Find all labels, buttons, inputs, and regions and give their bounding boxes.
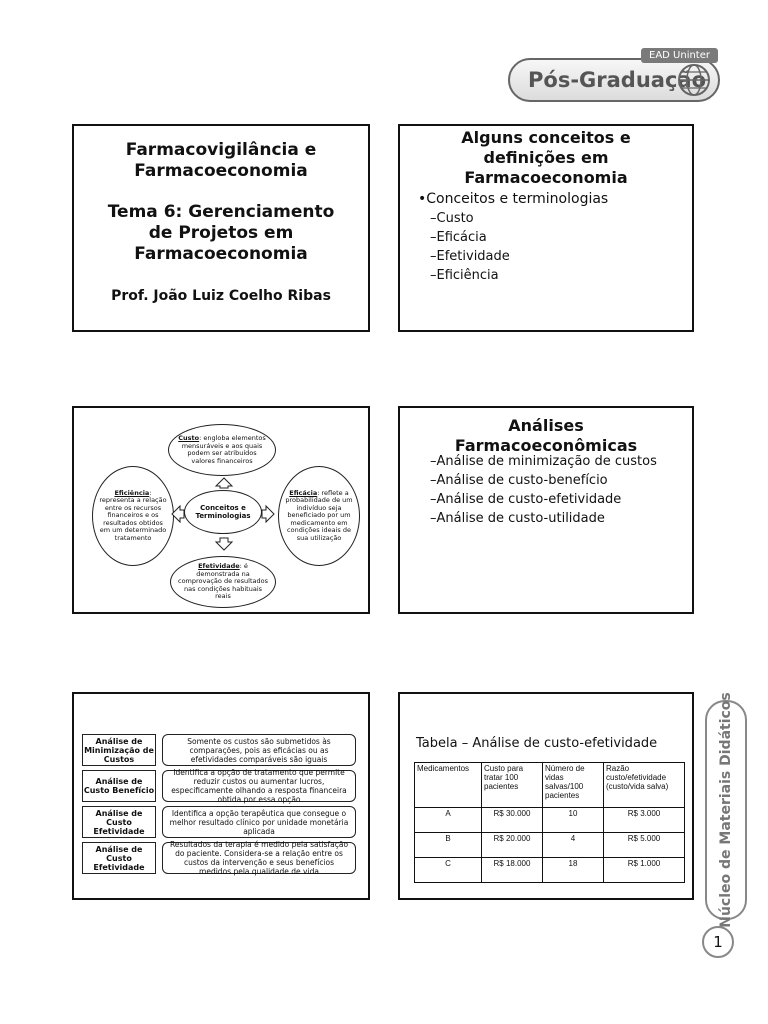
- author: Prof. João Luiz Coelho Ribas: [111, 288, 331, 304]
- analysis-label: Análise de Custo Efetividade: [82, 806, 156, 838]
- theme-line: Tema 6: Gerenciamento: [107, 202, 335, 222]
- table-header: Custo para tratar 100 pacientes: [482, 763, 543, 808]
- list-item: –Análise de custo-utilidade: [430, 511, 605, 526]
- eficiencia-term: Eficiência: [114, 488, 150, 497]
- table-cell: R$ 1.000: [604, 858, 685, 883]
- table-cell: R$ 3.000: [604, 808, 685, 833]
- eficacia-term: Eficácia: [289, 488, 318, 497]
- sidebar-label: Núcleo de Materiais Didáticos: [718, 692, 734, 928]
- table-row: [415, 808, 685, 833]
- badge-pill: [508, 58, 720, 102]
- table-cell: 18: [543, 858, 604, 883]
- list-item: –Custo: [430, 211, 474, 226]
- analysis-label: Análise de Custo Efetividade: [82, 842, 156, 874]
- list-item: –Eficácia: [430, 230, 487, 245]
- table-cell: R$ 20.000: [482, 833, 543, 858]
- analysis-row: [82, 734, 358, 766]
- analysis-desc: Identifica a opção terapêutica que consegue o melhor resultado clínico por unidade monetária aplicada: [162, 806, 356, 838]
- table-cell: R$ 5.000: [604, 833, 685, 858]
- efetividade-text: : é demonstrada na comprovação de resultados nas condições habituais reais: [178, 562, 268, 601]
- efetividade-term: Efetividade: [198, 562, 240, 571]
- list-item: –Análise de minimização de custos: [430, 454, 657, 469]
- eficiencia-text: : representa a relação entre os recursos financeiros e os resultados obtidos em um determinado tratamento: [99, 488, 167, 542]
- analysis-desc: Resultados da terapia é medido pela satisfação do paciente. Considera-se a relação entre os custos da intervenção e seus benefícios medidos pela qualidade de vida: [162, 842, 356, 874]
- list-item: –Efetividade: [430, 249, 510, 264]
- theme-line: de Projetos em: [148, 223, 294, 243]
- theme-line: Farmacoeconomia: [134, 244, 308, 264]
- slide-5: [72, 692, 370, 900]
- arrow-down-icon: [216, 538, 232, 550]
- custo-text: : engloba elementos mensuráveis e aos quais podem ser atribuídos valores financeiros: [181, 434, 266, 465]
- list-item: –Eficiência: [430, 268, 499, 283]
- slide-2: [398, 124, 694, 332]
- table-cell: A: [415, 808, 482, 833]
- table-title: Tabela – Análise de custo-efetividade: [416, 736, 658, 751]
- list-item: –Análise de custo-efetividade: [430, 492, 622, 507]
- list-item: –Análise de custo-benefício: [430, 473, 608, 488]
- table-cell: 4: [543, 833, 604, 858]
- globe-icon: [676, 62, 712, 98]
- eficacia-text: : reflete a probabilidade de um indivíduo seja beneficiado por um medicamento em condições ideais de sua utilização: [285, 488, 353, 542]
- table-header: Medicamentos: [415, 763, 482, 808]
- sidebar-label-box: [705, 692, 747, 928]
- slide-title: Farmacoeconomia: [464, 168, 628, 187]
- table-cell: B: [415, 833, 482, 858]
- table-cell: C: [415, 858, 482, 883]
- page-number: 1: [702, 926, 734, 958]
- header-badge: [508, 44, 736, 108]
- arrows: [74, 408, 368, 612]
- analysis-label: Análise de Custo Benefício: [82, 770, 156, 802]
- analysis-desc: Identifica a opção de tratamento que permite reduzir custos ou aumentar lucros, especificamente olhando a resposta financeira obtida por essa opção: [162, 770, 356, 802]
- title-line: Farmacovigilância e: [125, 140, 317, 160]
- analysis-desc: Somente os custos são submetidos às comparações, pois as eficácias ou as efetividades comparáveis são iguais: [162, 734, 356, 766]
- analysis-row: [82, 842, 358, 874]
- slide-title: definições em: [483, 148, 609, 167]
- title-line: Farmacoeconomia: [134, 161, 308, 181]
- table-cell: 10: [543, 808, 604, 833]
- table-cell: R$ 30.000: [482, 808, 543, 833]
- slide-3: [72, 406, 370, 614]
- table-header: Número de vidas salvas/100 pacientes: [543, 763, 604, 808]
- arrow-left-icon: [172, 506, 184, 522]
- custo-term: Custo: [178, 434, 200, 442]
- table-row: [415, 858, 685, 883]
- center-label: Conceitos e Terminologias: [195, 504, 251, 520]
- cost-effectiveness-table: [414, 762, 685, 883]
- table-header-row: [415, 763, 685, 808]
- slide-4: [398, 406, 694, 614]
- table-row: [415, 833, 685, 858]
- slide-title: Farmacoeconômicas: [454, 436, 638, 455]
- ead-label: EAD Uninter: [641, 48, 718, 63]
- slide-title: Alguns conceitos e: [461, 128, 631, 147]
- arrow-up-icon: [216, 478, 232, 488]
- badge-title: Pós-Graduação: [528, 68, 706, 92]
- analysis-row: [82, 770, 358, 802]
- slide-title: Análises: [508, 416, 584, 435]
- analysis-label: Análise de Minimização de Custos: [82, 734, 156, 766]
- table-header: Razão custo/efetividade (custo/vida salva): [604, 763, 685, 808]
- slide-6: [398, 692, 694, 900]
- analysis-row: [82, 806, 358, 838]
- table-cell: R$ 18.000: [482, 858, 543, 883]
- arrow-right-icon: [262, 506, 274, 522]
- slide-1: [72, 124, 370, 332]
- bullet-item: •Conceitos e terminologias: [418, 191, 609, 207]
